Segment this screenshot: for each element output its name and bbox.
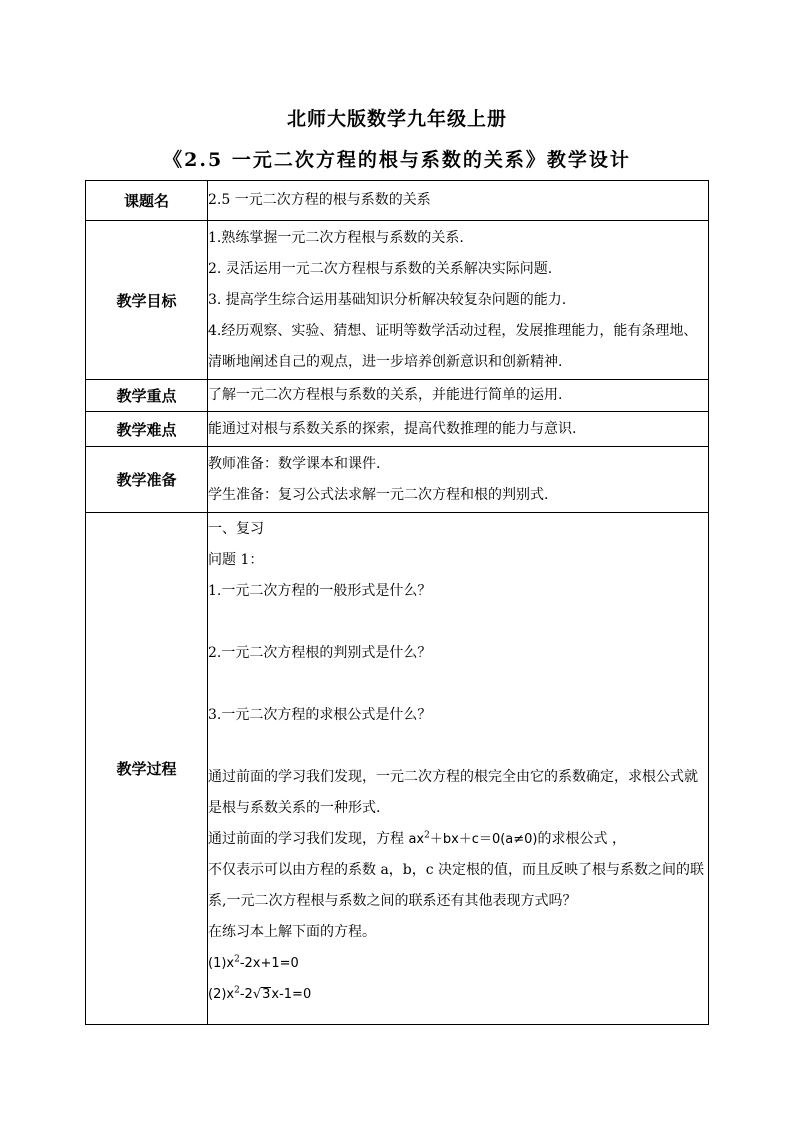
student-prep: 学生准备：复习公式法求解一元二次方程和根的判别式. <box>208 486 549 503</box>
label-difficulty: 教学难点 <box>86 412 208 447</box>
label-process: 教学过程 <box>86 513 208 1025</box>
paragraph: 通过前面的学习我们发现，方程 $ax^2+bx+c=0(a\ne 0)$的求根公式 ， <box>208 830 626 847</box>
paragraph: 不仅表示可以由方程的系数 a，b，c 决定根的值，而且反映了根与系数之间的联系,一元二次方程根与系数之间的联系还有其他表现方式吗？ <box>208 862 705 909</box>
radicand: 3 <box>262 987 271 1002</box>
value-objectives <box>208 221 709 380</box>
row-preparation <box>86 447 709 513</box>
equation-2: $(2)x^2-2√3x-1=0$ <box>208 985 312 1002</box>
document-subtitle: 《2.5 一元二次方程的根与系数的关系》教学设计 <box>163 149 631 171</box>
label-topic: 课题名 <box>86 181 208 221</box>
question-item: 2.一元二次方程根的判别式是什么？ <box>208 645 432 661</box>
label-key-point: 教学重点 <box>86 380 208 412</box>
row-objectives <box>86 221 709 380</box>
teacher-prep: 教师准备：数学课本和课件. <box>208 455 381 472</box>
value-preparation <box>208 447 709 513</box>
label-preparation: 教学准备 <box>86 447 208 513</box>
question-item: 1.一元二次方程的一般形式是什么？ <box>208 583 432 599</box>
value-difficulty: 能通过对根与系数关系的探索，提高代数推理的能力与意识. <box>208 412 709 447</box>
paragraph: 通过前面的学习我们发现，一元二次方程的根完全由它的系数确定，求根公式就是根与系数关系的一种形式. <box>208 769 698 816</box>
section-heading: 一、复习 <box>208 521 264 537</box>
objective-item: 4.经历观察、实验、猜想、证明等数学活动过程，发展推理能力，能有条理地、清晰地阐述自己的观点，进一步培养创新意识和创新精神. <box>208 322 698 370</box>
equation-1: $(1)x^2-2x+1=0$ <box>208 954 299 971</box>
value-topic: 2.5 一元二次方程的根与系数的关系 <box>208 181 709 221</box>
objective-item: 1.熟练掌握一元二次方程根与系数的关系. <box>208 229 464 246</box>
row-key-point <box>86 380 709 412</box>
value-key-point: 了解一元二次方程根与系数的关系，并能进行简单的运用. <box>208 380 709 412</box>
sqrt-symbol-icon: √ <box>252 987 262 1002</box>
lesson-plan-table <box>85 180 709 1025</box>
paragraph: 在练习本上解下面的方程。 <box>208 924 376 940</box>
question-label: 问题 1： <box>208 552 264 568</box>
question-item: 3.一元二次方程的求根公式是什么？ <box>208 707 432 723</box>
objective-item: 3. 提高学生综合运用基础知识分析解决较复杂问题的能力. <box>208 291 567 308</box>
objective-item: 2. 灵活运用一元二次方程根与系数的关系解决实际问题. <box>208 260 553 277</box>
label-objectives: 教学目标 <box>86 221 208 380</box>
document-title: 北师大版数学九年级上册 <box>286 108 507 130</box>
row-process <box>86 513 709 1025</box>
row-difficulty <box>86 412 709 447</box>
row-topic <box>86 181 709 221</box>
value-process <box>208 513 709 1025</box>
